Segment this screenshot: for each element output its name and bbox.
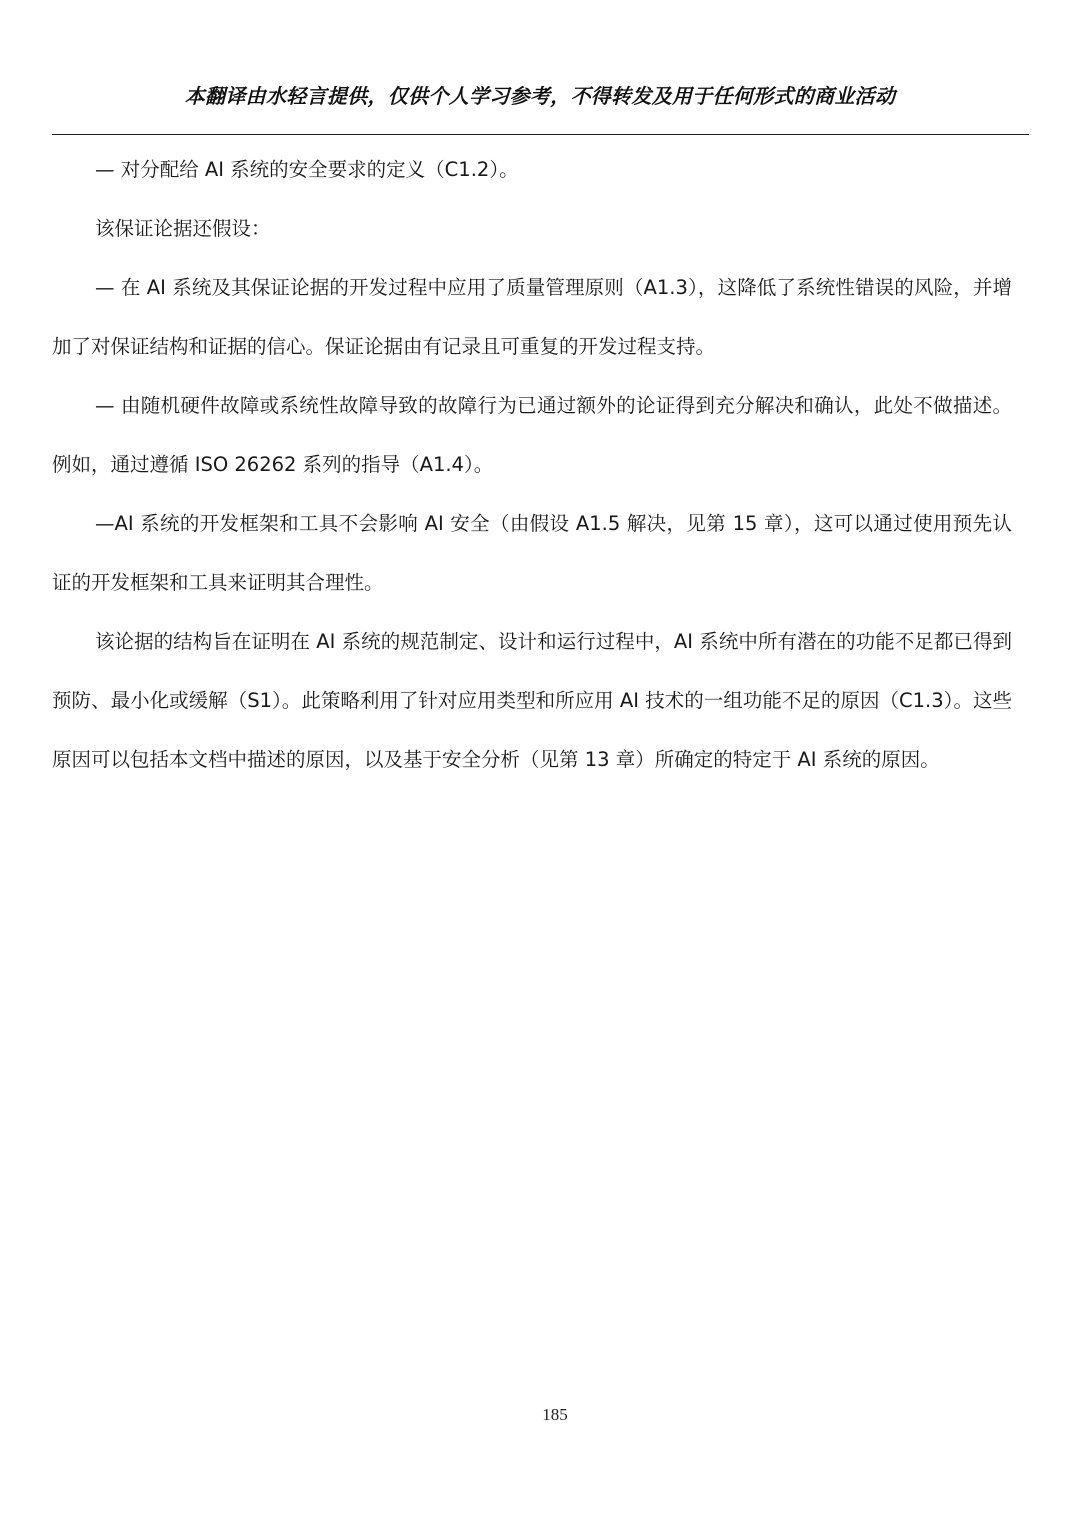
paragraph-assumptions-intro: 该保证论据还假设：	[95, 217, 271, 240]
paragraph-assumption-quality-management: — 在 AI 系统及其保证论据的开发过程中应用了质量管理原则（A1.3），这降低了系统性错误的风险，并增加了对保证结构和证据的信心。保证论据由有记录且可重复的开发过程支持。	[52, 276, 1012, 358]
header-divider	[52, 134, 1029, 135]
page-number: 185	[542, 1405, 568, 1424]
paragraph-requirements-definition: — 对分配给 AI 系统的安全要求的定义（C1.2）。	[95, 158, 519, 181]
document-body	[52, 140, 1012, 789]
paragraph-argument-structure: 该论据的结构旨在证明在 AI 系统的规范制定、设计和运行过程中，AI 系统中所有潜在的功能不足都已得到预防、最小化或缓解（S1）。此策略利用了针对应用类型和所应用 AI 技术的一组功能不足的原因（C1.3）。这些原因可以包括本文档中描述的原因，以及基于安全分析（见第 13 章）所确定的特定于 AI 系统的原因。	[52, 630, 1012, 771]
paragraph-assumption-hardware-faults: — 由随机硬件故障或系统性故障导致的故障行为已通过额外的论证得到充分解决和确认，此处不做描述。例如，通过遵循 ISO 26262 系列的指导（A1.4）。	[52, 394, 1012, 476]
paragraph-assumption-tools: —AI 系统的开发框架和工具不会影响 AI 安全（由假设 A1.5 解决，见第 15 章），这可以通过使用预先认证的开发框架和工具来证明其合理性。	[52, 512, 1012, 594]
page-header-disclaimer: 本翻译由水轻言提供，仅供个人学习参考，不得转发及用于任何形式的商业活动	[184, 84, 896, 108]
